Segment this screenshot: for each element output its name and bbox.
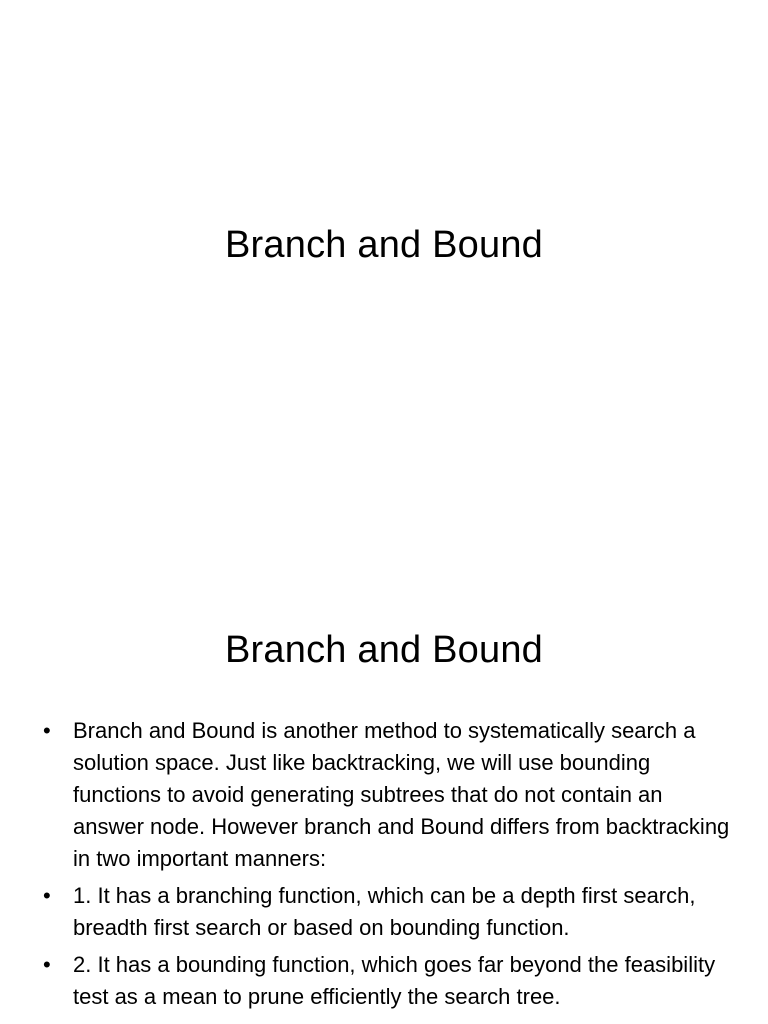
bullet-item (43, 949, 733, 1013)
bullet-marker: • (43, 718, 51, 743)
bullet-marker: • (43, 952, 51, 977)
bullet-item (43, 880, 733, 944)
bullet-item (43, 715, 733, 875)
bullet-text: 1. It has a branching function, which can be a depth first search, breadth first search or based on bounding function. (73, 883, 696, 940)
bullet-list (43, 715, 733, 1018)
slide-title: Branch and Bound (225, 224, 543, 266)
bullet-marker: • (43, 883, 51, 908)
slide-2 (0, 512, 768, 1024)
slide-title: Branch and Bound (225, 629, 543, 671)
bullet-text: Branch and Bound is another method to systematically search a solution space. Just like backtracking, we will use bounding functions to avoid generating subtrees that do not contain an answer node. However branch and Bound differs from backtracking in two important manners: (73, 718, 730, 871)
bullet-text: 2. It has a bounding function, which goes far beyond the feasibility test as a mean to prune efficiently the search tree. (73, 952, 716, 1009)
